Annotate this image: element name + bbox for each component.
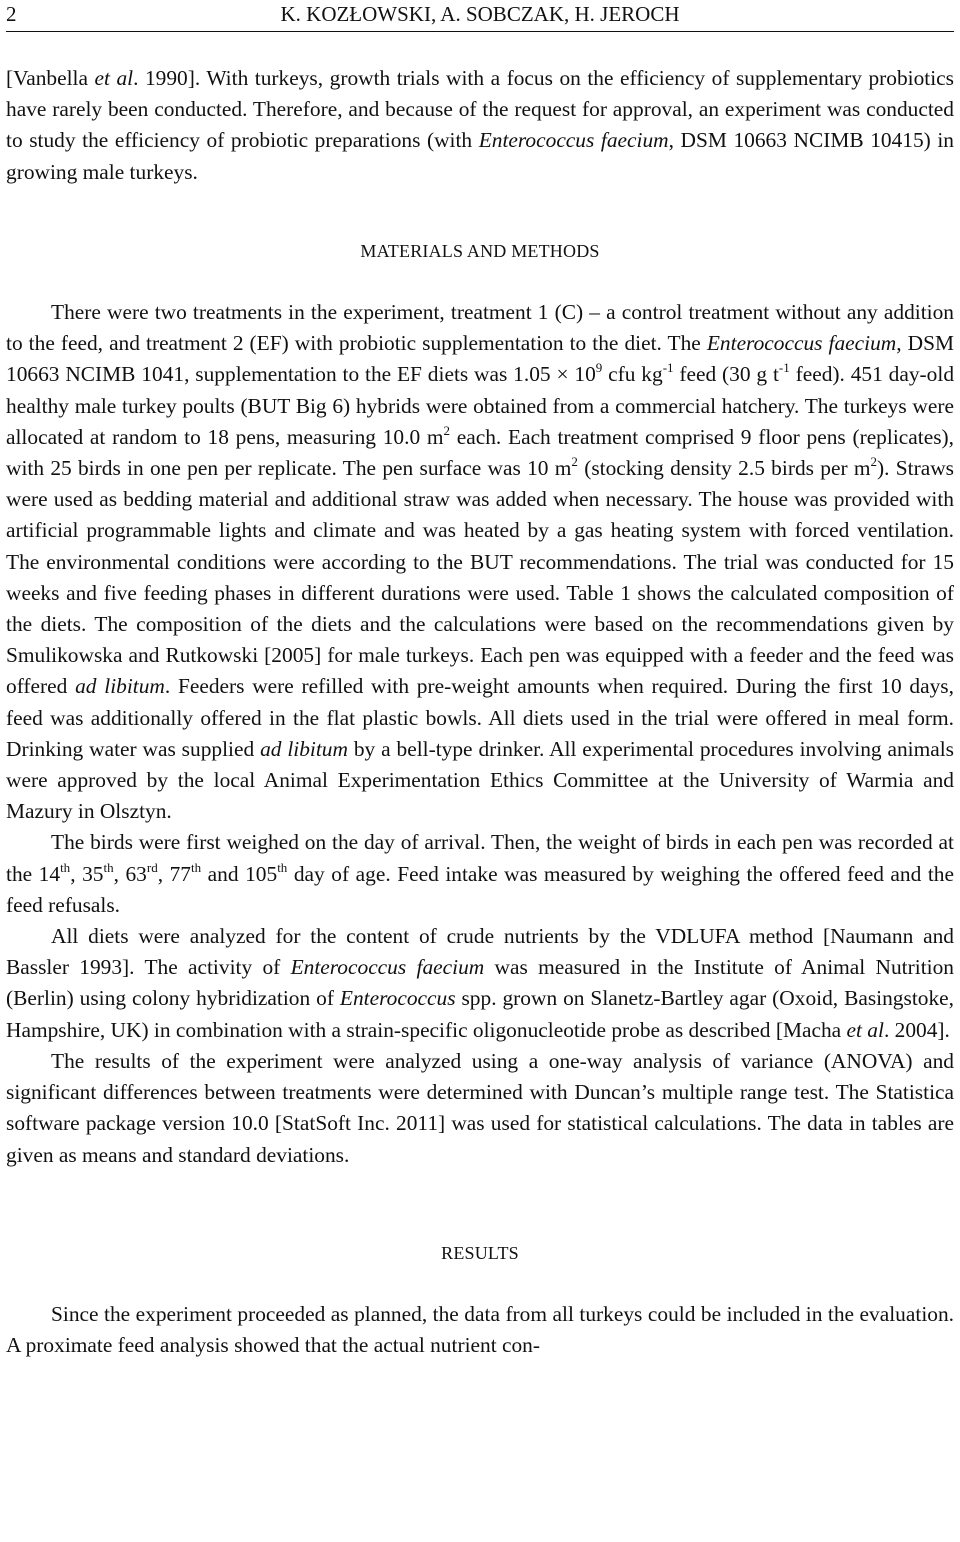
methods-paragraph-4: The results of the experiment were analyzed using a one-way analysis of variance (ANOVA) and significant differences between treatments were determined with Duncan’s multiple range test. The Statistica software package version 10.0 [StatSoft Inc. 2011] was used for statistical calculations. The data in tables are given as means and standard deviations. <box>6 1048 954 1167</box>
page-header <box>0 0 960 32</box>
spacer <box>6 1171 954 1238</box>
results-paragraph-1: Since the experiment proceeded as planned, the data from all turkeys could be included in the evaluation. A proximate feed analysis showed that the actual nutrient con- <box>6 1301 954 1358</box>
header-rule <box>6 31 954 32</box>
running-head-authors: K. KOZŁOWSKI, A. SOBCZAK, H. JEROCH <box>280 2 680 26</box>
section-heading-methods: MATERIALS AND METHODS <box>360 240 600 261</box>
spacer <box>6 188 954 236</box>
article-body <box>6 63 954 1361</box>
intro-paragraph: [Vanbella et al. 1990]. With turkeys, growth trials with a focus on the efficiency of supplementary probiotics have rarely been conducted. Therefore, and because of the request for approval, an experiment was conducted to study the efficiency of probiotic preparations (with Enterococcus faecium, DSM 10663 NCIMB 10415) in growing male turkeys. <box>6 66 954 184</box>
methods-paragraph-3: All diets were analyzed for the content of crude nutrients by the VDLUFA method [Naumann and Bassler 1993]. The activity of Enterococcus faecium was measured in the Institute of Animal Nutrition (Berlin) using colony hybridization of Enterococcus spp. grown on Slanetz-Bartley agar (Oxoid, Basingstoke, Hampshire, UK) in combination with a strain-specific oligonucleotide probe as described [Macha et al. 2004]. <box>6 924 954 1042</box>
page-number: 2 <box>6 2 17 26</box>
section-heading-results: RESULTS <box>441 1242 519 1263</box>
methods-paragraph-1: There were two treatments in the experiment, treatment 1 (C) – a control treatment without any addition to the feed, and treatment 2 (EF) with probiotic supplementation to the diet. The Enterococcus faecium, DSM 10663 NCIMB 1041, supplementation to the EF diets was $1.05 \times 10^9$ cfu $kg^{-1}$ feed (30 g $t^{-1}$ feed). 451 day-old healthy male turkey poults (BUT Big 6) hybrids were obtained from a commercial hatchery. The turkeys were allocated at random to 18 pens, measuring 10.0 $m^2$ each. Each treatment comprised 9 floor pens (replicates), with 25 birds in one pen per replicate. The pen surface was 10 $m^2$ (stocking density 2.5 birds per $m^2$). Straws were used as bedding material and additional straw was added when necessary. The house was provided with artificial programmable lights and climate and was heated by a gas heating system with forced ventilation. The environmental conditions were according to the BUT recommendations. The trial was conducted for 15 weeks and five feeding phases in different durations were used. Table 1 shows the calculated composition of the diets. The composition of the diets and the calculations were based on the recommendations given by Smulikowska and Rutkowski [2005] for male turkeys. Each pen was equipped with a feeder and the feed was offered ad libitum. Feeders were refilled with pre-weight amounts when required. During the first 10 days, feed was additionally offered in the flat plastic bowls. All diets used in the trial were offered in meal form. Drinking water was supplied ad libitum by a bell-type drinker. All experimental procedures involving animals were approved by the local Animal Experimentation Ethics Committee at the University of Warmia and Mazury in Olsztyn. <box>6 300 955 824</box>
spacer <box>6 267 954 297</box>
spacer <box>6 1269 954 1299</box>
methods-paragraph-2: The birds were first weighed on the day of arrival. Then, the weight of birds in each pen was recorded at the 14th, 35th, 63rd, 77th and 105th day of age. Feed intake was measured by weighing the offered feed and the feed refusals. <box>6 830 954 917</box>
